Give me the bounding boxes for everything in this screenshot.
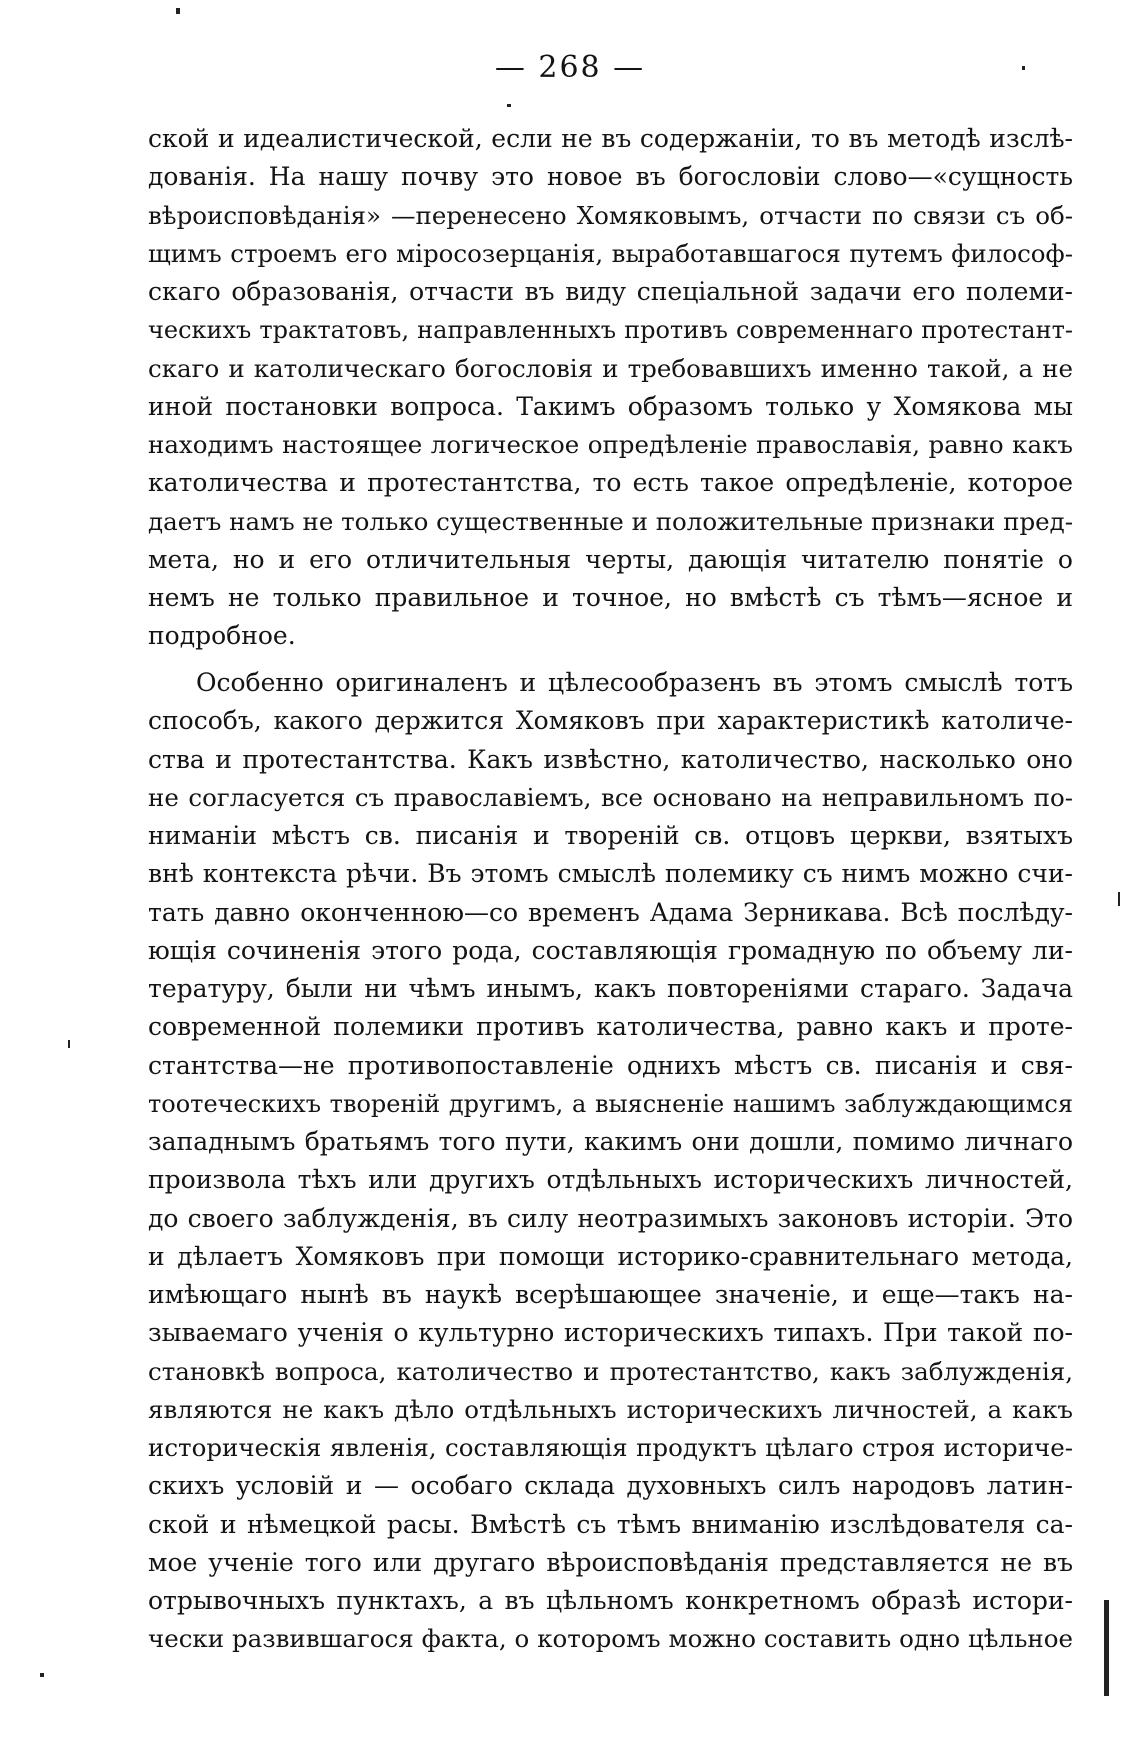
text-line: современной полемики противъ католичества, равно какъ и проте- — [148, 1012, 1073, 1042]
text-line: иной постановки вопроса. Такимъ образомъ только у Хомякова мы — [148, 391, 1073, 421]
text-line: тературу, были ни чѣмъ инымъ, какъ повторенiями стараго. Задача — [148, 974, 1073, 1003]
text-line: Особенно оригиналенъ и цѣлесообразенъ въ этомъ смыслѣ тотъ — [196, 668, 1073, 697]
text-line: дованiя. На нашу почву это новое въ богословiи слово—«сущность — [148, 162, 1073, 192]
text-line: до своего заблужденiя, въ силу неотразимыхъ законовъ исторiи. Это — [148, 1203, 1073, 1233]
text-line: скихъ условiй и — особаго склада духовныхъ силъ народовъ латин- — [148, 1471, 1073, 1501]
text-line: католичества и протестантства, то есть такое опредѣленiе, которое — [148, 468, 1073, 498]
text-line: находимъ настоящее логическое опредѣленiе православiя, равно какъ — [148, 430, 1073, 459]
text-line: ской и нѣмецкой расы. Вмѣстѣ съ тѣмъ вниманiю изслѣдователя са- — [148, 1509, 1073, 1539]
text-line: западнымъ братьямъ того пути, какимъ они дошли, помимо личнаго — [148, 1127, 1073, 1156]
print-speck — [40, 1673, 44, 1677]
print-speck — [1022, 66, 1025, 70]
text-line: внѣ контекста рѣчи. Въ этомъ смыслѣ полемику съ нимъ можно счи- — [148, 859, 1073, 889]
print-speck — [507, 104, 511, 107]
text-line: чески развившагося факта, о которомъ можно составить одно цѣльное — [148, 1624, 1073, 1654]
text-line: вѣроисповѣданiя» —перенесено Хомяковымъ, отчасти по связи съ об- — [148, 200, 1073, 230]
text-line: являются не какъ дѣло отдѣльныхъ историческихъ личностей, а какъ — [148, 1394, 1073, 1424]
print-speck — [1104, 1600, 1109, 1696]
text-line: мое ученiе того или другаго вѣроисповѣданiя представляется не въ — [148, 1547, 1073, 1577]
text-line: ющiя сочиненiя этого рода, составляющiя громадную по объему ли- — [148, 935, 1073, 965]
text-line: немъ не только правильное и точное, но вмѣстѣ съ тѣмъ—ясное и — [148, 583, 1073, 612]
print-speck — [68, 1040, 70, 1048]
text-line: произвола тѣхъ или другихъ отдѣльныхъ историческихъ личностей, — [148, 1165, 1073, 1195]
text-line: не согласуется съ православiемъ, все основано на неправильномъ по- — [148, 782, 1073, 812]
paragraph-1 — [148, 120, 1073, 656]
text-line: скаго образованiя, отчасти въ виду спецiальной задачи его полеми- — [148, 277, 1073, 306]
text-line: скаго и католическаго богословiя и требовавшихъ именно такой, а не — [148, 353, 1073, 383]
text-line: ческихъ трактатовъ, направленныхъ противъ современнаго протестант- — [148, 316, 1073, 345]
text-line: щимъ строемъ его мiросозерцанiя, выработавшагося путемъ философ- — [148, 238, 1073, 268]
text-line: тать давно оконченною—со временъ Адама Зерникава. Всѣ послѣду- — [148, 897, 1073, 927]
text-line: становкѣ вопроса, католичество и протестантство, какъ заблужденiя, — [148, 1356, 1073, 1386]
text-line: и дѣлаетъ Хомяковъ при помощи историко-сравнительнаго метода, — [148, 1241, 1073, 1271]
text-line: ниманiи мѣстъ св. писанiя и творенiй св. отцовъ церкви, взятыхъ — [148, 821, 1073, 850]
text-line: историческiя явленiя, составляющiя продуктъ цѣлаго строя историче- — [148, 1433, 1073, 1462]
text-line: даетъ намъ не только существенные и положительные признаки пред- — [148, 506, 1073, 536]
text-line: имѣющаго нынѣ въ наукѣ всерѣшающее значенiе, и еще—такъ на- — [148, 1280, 1073, 1309]
text-line: отрывочныхъ пунктахъ, а въ цѣльномъ конкретномъ образѣ истори- — [148, 1586, 1073, 1615]
text-line: тоотеческихъ творенiй другимъ, а выясненiе нашимъ заблуждающимся — [148, 1089, 1073, 1118]
page-number: — 268 — — [494, 50, 646, 85]
text-line: ской и идеалистической, если не въ содержанiи, то въ методѣ изслѣ- — [148, 124, 1073, 153]
print-speck — [1118, 892, 1120, 906]
text-line: ства и протестантства. Какъ извѣстно, католичество, насколько оно — [148, 744, 1073, 774]
text-line: мета, но и его отличительныя черты, дающiя читателю понятiе о — [148, 544, 1073, 574]
text-line: способъ, какого держится Хомяковъ при характеристикѣ католиче- — [148, 706, 1073, 736]
paragraph-2 — [148, 664, 1073, 1659]
text-line: зываемаго ученiя о культурно историческихъ типахъ. При такой по- — [148, 1318, 1073, 1348]
text-line: подробное. — [148, 621, 296, 651]
text-line: стантства—не противопоставленiе однихъ мѣстъ св. писанiя и свя- — [148, 1050, 1073, 1080]
print-speck — [176, 8, 180, 14]
